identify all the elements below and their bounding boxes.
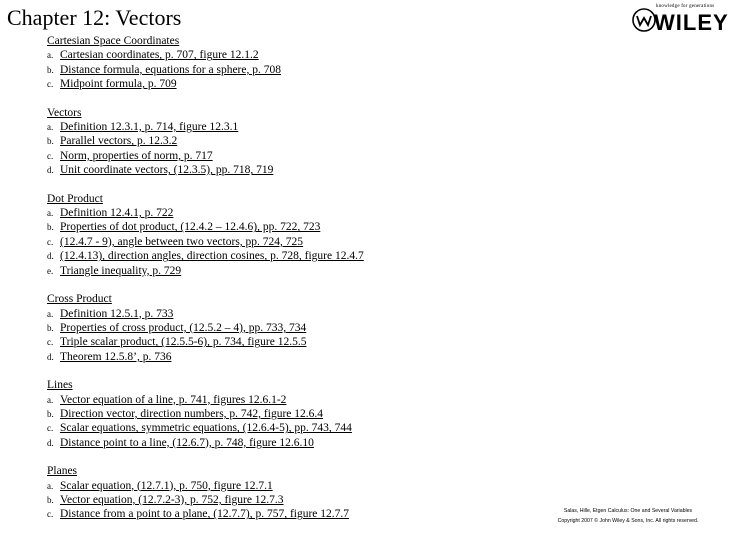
list-item	[47, 48, 567, 62]
topic-link[interactable]: Scalar equation, (12.7.1), p. 750, figure 12.7.1	[60, 479, 273, 492]
list-item-marker: b.	[47, 64, 54, 75]
list-item	[47, 163, 567, 177]
topic-link[interactable]: Properties of cross product, (12.5.2 – 4), pp. 733, 734	[60, 321, 307, 334]
list-item	[47, 335, 567, 349]
list-item-marker: c.	[47, 423, 54, 434]
topic-link[interactable]: Triple scalar product, (12.5.5-6), p. 734, figure 12.5.5	[60, 336, 307, 349]
list-item	[47, 479, 567, 493]
list-item	[47, 407, 567, 421]
list-item-marker: a.	[47, 308, 54, 319]
list-item	[47, 436, 567, 450]
section-heading-link[interactable]: Planes	[47, 465, 78, 478]
outline-section	[47, 292, 567, 364]
list-item	[47, 220, 567, 234]
list-item-marker: a.	[47, 50, 54, 61]
outline-section	[47, 106, 567, 178]
topic-link[interactable]: Definition 12.3.1, p. 714, figure 12.3.1	[60, 121, 239, 134]
topic-link[interactable]: Triangle inequality, p. 729	[60, 264, 182, 277]
list-item	[47, 120, 567, 134]
wiley-emblem-icon	[632, 8, 656, 32]
list-item-marker: a.	[47, 480, 54, 491]
list-item-marker: e.	[47, 265, 54, 276]
logo-tagline: knowledge for generations	[656, 4, 715, 9]
list-item-marker: b.	[47, 222, 54, 233]
list-item	[47, 507, 567, 521]
section-heading-link[interactable]: Cross Product	[47, 293, 112, 306]
logo-wordmark: WILEY	[654, 10, 729, 35]
list-item-marker: d.	[47, 437, 54, 448]
topic-link[interactable]: Direction vector, direction numbers, p. 742, figure 12.6.4	[60, 407, 324, 420]
list-item	[47, 149, 567, 163]
list-item	[47, 421, 567, 435]
outline-section	[47, 192, 567, 278]
topic-link[interactable]: Properties of dot product, (12.4.2 – 12.4.6), pp. 722, 723	[60, 221, 321, 234]
outline-section	[47, 34, 567, 92]
topic-link[interactable]: Distance formula, equations for a sphere, p. 708	[60, 63, 281, 76]
topic-link[interactable]: Norm, properties of norm, p. 717	[60, 149, 213, 162]
copyright-footer	[540, 506, 716, 526]
topic-link[interactable]: Theorem 12.5.8’, p. 736	[60, 350, 172, 363]
list-item-marker: d.	[47, 351, 54, 362]
list-item	[47, 249, 567, 263]
list-item	[47, 264, 567, 278]
topic-link[interactable]: Definition 12.5.1, p. 733	[60, 307, 174, 320]
outline-section	[47, 464, 567, 522]
list-item-marker: b.	[47, 136, 54, 147]
footer-copyright: Copyright 2007 © John Wiley & Sons, Inc. All rights reserved.	[557, 518, 699, 524]
outline	[47, 34, 567, 536]
list-item	[47, 321, 567, 335]
list-item-marker: c.	[47, 236, 54, 247]
topic-link[interactable]: Cartesian coordinates, p. 707, figure 12.1.2	[60, 49, 259, 62]
topic-link[interactable]: Vector equation of a line, p. 741, figures 12.6.1-2	[60, 393, 287, 406]
list-item-marker: a.	[47, 122, 54, 133]
list-item-marker: c.	[47, 337, 54, 348]
list-item	[47, 493, 567, 507]
list-item-marker: a.	[47, 208, 54, 219]
footer-book-title: Salas, Hille, Etgen Calculus: One and Several Variables	[563, 508, 693, 514]
section-heading-link[interactable]: Cartesian Space Coordinates	[47, 35, 180, 47]
list-item-marker: d.	[47, 251, 54, 262]
list-item	[47, 235, 567, 249]
list-item	[47, 350, 567, 364]
topic-link[interactable]: Definition 12.4.1, p. 722	[60, 207, 174, 220]
list-item	[47, 307, 567, 321]
topic-link[interactable]: Distance from a point to a plane, (12.7.7), p. 757, figure 12.7.7	[60, 508, 350, 521]
topic-link[interactable]: (12.4.13), direction angles, direction cosines, p. 728, figure 12.4.7	[60, 250, 364, 263]
topic-link[interactable]: Unit coordinate vectors, (12.3.5), pp. 718, 719	[60, 164, 274, 177]
section-heading-link[interactable]: Vectors	[47, 106, 82, 119]
list-item	[47, 393, 567, 407]
list-item-marker: b.	[47, 408, 54, 419]
list-item	[47, 206, 567, 220]
list-item-marker: d.	[47, 165, 54, 176]
topic-link[interactable]: Vector equation, (12.7.2-3), p. 752, figure 12.7.3	[60, 493, 284, 506]
page-title: Chapter 12: Vectors	[7, 5, 182, 30]
list-item-marker: c.	[47, 509, 54, 520]
topic-link[interactable]: (12.4.7 - 9), angle between two vectors, pp. 724, 725	[60, 235, 304, 248]
topic-link[interactable]: Parallel vectors, p. 12.3.2	[60, 135, 178, 148]
list-item	[47, 63, 567, 77]
list-item-marker: c.	[47, 150, 54, 161]
list-item-marker: b.	[47, 494, 54, 505]
publisher-logo	[632, 4, 729, 36]
section-heading-link[interactable]: Dot Product	[47, 192, 103, 205]
topic-link[interactable]: Midpoint formula, p. 709	[60, 78, 177, 91]
list-item	[47, 134, 567, 148]
list-item-marker: b.	[47, 322, 54, 333]
section-heading-link[interactable]: Lines	[47, 379, 73, 392]
topic-link[interactable]: Scalar equations, symmetric equations, (12.6.4-5), pp. 743, 744	[60, 422, 352, 435]
list-item-marker: a.	[47, 394, 54, 405]
list-item	[47, 77, 567, 91]
outline-section	[47, 378, 567, 450]
list-item-marker: c.	[47, 79, 54, 90]
topic-link[interactable]: Distance point to a line, (12.6.7), p. 748, figure 12.6.10	[60, 436, 314, 449]
